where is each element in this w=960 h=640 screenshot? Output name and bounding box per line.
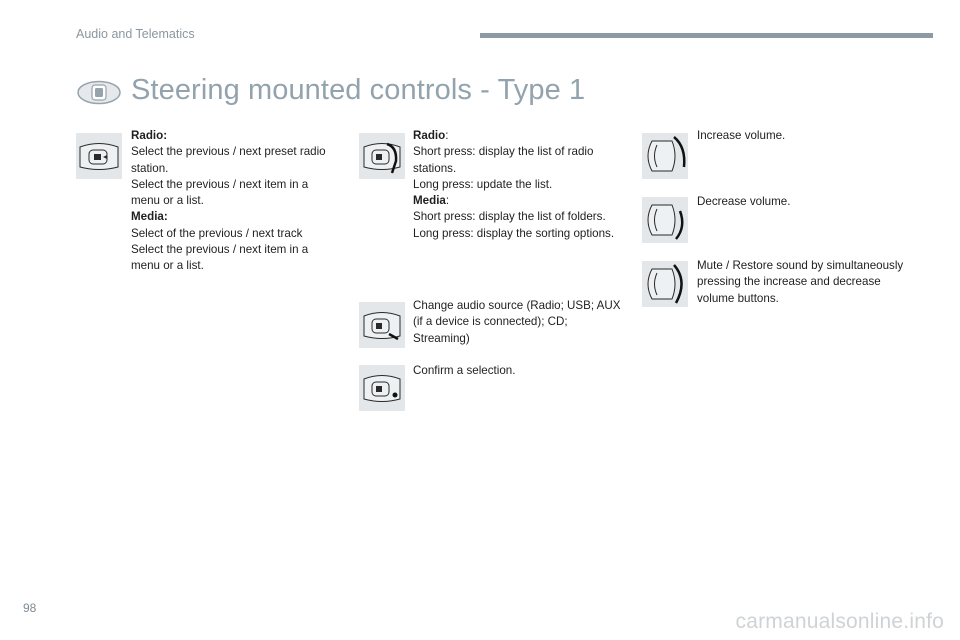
steering-control-volume-up-icon xyxy=(642,133,688,179)
control-label: Media: xyxy=(131,210,168,224)
control-description-1 xyxy=(131,128,331,275)
control-text: Select the previous / next item in a menu or a list. xyxy=(131,243,309,273)
control-description-6 xyxy=(697,194,912,210)
control-text: Short press: display the list of folders. xyxy=(413,210,606,224)
control-text: Long press: update the list. xyxy=(413,177,553,191)
steering-control-volume-down-icon xyxy=(642,197,688,243)
control-label: Radio: xyxy=(131,129,168,142)
control-description-4 xyxy=(413,363,625,379)
control-text: Confirm a selection. xyxy=(413,364,516,377)
control-description-7 xyxy=(697,258,912,307)
control-text: Change audio source (Radio; USB; AUX (if a device is connected); CD; Streaming) xyxy=(413,299,621,345)
control-text: Decrease volume. xyxy=(697,195,791,208)
steering-control-source-icon xyxy=(359,302,405,348)
control-text: Mute / Restore sound by simultaneously pressing the increase and decrease volume buttons. xyxy=(697,259,904,305)
control-text: Select the previous / next item in a menu or a list. xyxy=(131,177,309,208)
control-label: Radio xyxy=(413,129,446,142)
header-bar xyxy=(480,33,933,38)
control-text: Long press: display the sorting options. xyxy=(413,226,615,240)
control-text: Select the previous / next preset radio station. xyxy=(131,145,326,175)
page-number: 98 xyxy=(23,601,37,615)
watermark: carmanualsonline.info xyxy=(735,610,944,633)
control-label: Media xyxy=(413,194,446,208)
steering-control-confirm-icon xyxy=(359,365,405,411)
steering-controls-icon xyxy=(76,79,122,106)
steering-control-left-icon xyxy=(76,133,122,179)
label-suffix: : xyxy=(445,129,449,142)
control-description-5 xyxy=(697,128,912,144)
header-section-label: Audio and Telematics xyxy=(76,27,195,41)
control-text: Increase volume. xyxy=(697,129,786,142)
steering-control-thumbwheel-icon xyxy=(359,133,405,179)
page-title: Steering mounted controls - Type 1 xyxy=(131,74,586,106)
label-suffix: : xyxy=(445,194,450,208)
control-description-3 xyxy=(413,298,625,347)
control-description-2 xyxy=(413,128,625,242)
steering-control-mute-icon xyxy=(642,261,688,307)
control-text: Short press: display the list of radio stations. xyxy=(413,145,594,175)
control-text: Select of the previous / next track xyxy=(131,226,303,240)
